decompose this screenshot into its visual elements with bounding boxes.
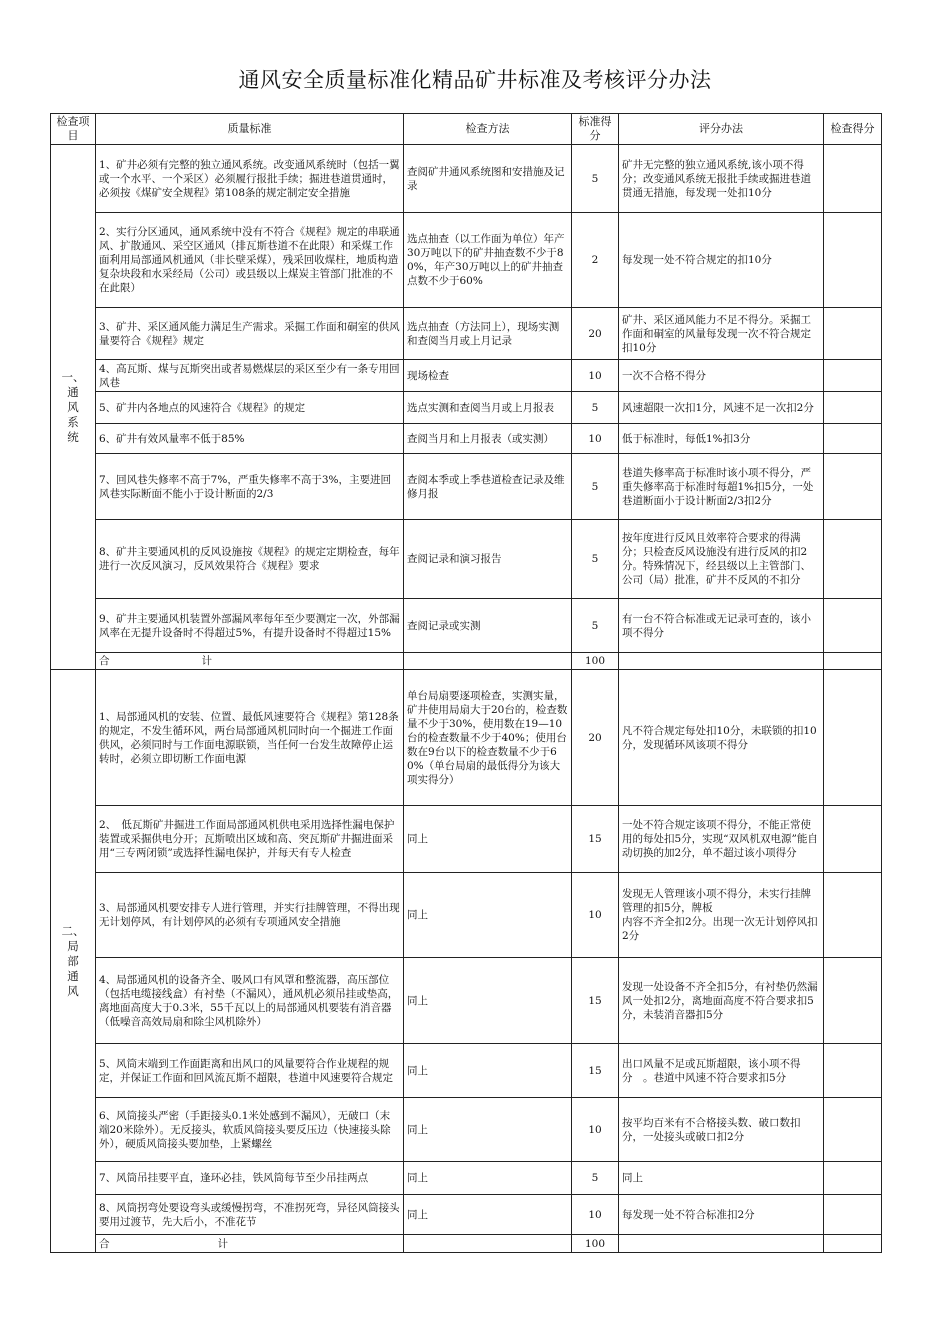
table-row [51,1044,882,1098]
table-row [51,392,882,424]
table-row [51,1195,882,1235]
got-cell[interactable] [824,308,882,360]
method-cell: 同上 [404,806,572,873]
scoring-cell: 巷道失修率高于标准时该小项不得分，严重失修率高于标准时每超1%扣5分，一处巷道断面小于设计断面2/3扣2分 [619,454,824,520]
header-method: 检查方法 [404,114,572,145]
got-cell[interactable] [824,360,882,392]
total-label: 合 计 [96,653,404,670]
score-cell: 15 [572,958,619,1044]
standard-cell: 6、矿井有效风量率不低于85% [96,424,404,454]
method-cell: 查阅矿井通风系统图和安措施及记录 [404,145,572,213]
total-row [51,653,882,670]
page-title: 通风安全质量标准化精品矿井标准及考核评分办法 [238,68,712,92]
standard-cell: 5、矿井内各地点的风速符合《规程》的规定 [96,392,404,424]
standard-cell: 2、 低瓦斯矿井掘进工作面局部通风机供电采用选择性漏电保护装置或采掘供电分开；瓦斯喷出区域和高、突瓦斯矿井掘进面采用“三专两闭锁”或选择性漏电保护，并每天有专人检查 [96,806,404,873]
table-row [51,454,882,520]
total-score: 100 [572,653,619,670]
table-row [51,1162,882,1195]
score-cell: 20 [572,670,619,806]
table-row [51,520,882,599]
got-cell[interactable] [824,213,882,308]
standard-cell: 1、矿井必须有完整的独立通风系统。改变通风系统时（包括一翼或一个水平、一个采区）必须履行报批手续；掘进巷道贯通时，必须按《煤矿安全规程》第108条的规定制定安全措施 [96,145,404,213]
scoring-cell: 一处不符合规定该项不得分，不能正常使用的每处扣5分，实现“双风机双电源”能自动切换的加2分，单不超过该小项得分 [619,806,824,873]
table-row [51,873,882,958]
method-cell: 同上 [404,958,572,1044]
score-cell: 10 [572,424,619,454]
table-row [51,360,882,392]
scoring-cell: 有一台不符合标准或无记录可查的，该小项不得分 [619,599,824,653]
header-score: 标准得分 [572,114,619,145]
got-cell[interactable] [824,806,882,873]
table-row [51,145,882,213]
got-cell[interactable] [824,424,882,454]
got-cell[interactable] [824,653,882,670]
method-cell: 同上 [404,1162,572,1195]
got-cell[interactable] [824,1235,882,1253]
method-cell: 查阅本季或上季巷道检查记录及维修月报 [404,454,572,520]
scoring-cell: 每发现一处不符合标准扣2分 [619,1195,824,1235]
score-cell: 10 [572,873,619,958]
method-cell: 查阅记录和演习报告 [404,520,572,599]
table-row [51,670,882,806]
scoring-cell: 出口风量不足或瓦斯超限，该小项不得分 。巷道中风速不符合要求扣5分 [619,1044,824,1098]
scoring-cell: 低于标准时，每低1%扣3分 [619,424,824,454]
score-cell: 10 [572,1098,619,1162]
table-row [51,806,882,873]
scoring-cell: 凡不符合规定每处扣10分，未联锁的扣10分，发现循环风该项不得分 [619,670,824,806]
standard-cell: 6、风筒接头严密（手距接头0.1米处感到不漏风），无破口（末端20米除外）。无反接头，软质风筒接头要反压边（快速接头除外），硬质风筒接头要加垫，上紧螺丝 [96,1098,404,1162]
method-cell: 选点实测和查阅当月或上月报表 [404,392,572,424]
method-cell: 选点抽查（以工作面为单位）年产30万吨以下的矿井抽查数不少于80%，年产30万吨以上的矿井抽查点数不少于60% [404,213,572,308]
table-row [51,599,882,653]
standard-cell: 8、风筒拐弯处要设弯头或缓慢拐弯，不准拐死弯，异径风筒接头要用过渡节，先大后小，不准花节 [96,1195,404,1235]
table-row [51,308,882,360]
standard-cell: 7、回风巷失修率不高于7%，严重失修率不高于3%，主要进回风巷实际断面不能小于设计断面的2/3 [96,454,404,520]
method-cell: 现场检查 [404,360,572,392]
got-cell[interactable] [824,1098,882,1162]
got-cell[interactable] [824,1044,882,1098]
standard-cell: 1、局部通风机的安装、位置、最低风速要符合《规程》第128条的规定，不发生循环风，两台局部通风机同时向一个掘进工作面供风，必须同时与工作面电源联锁，当任何一台发生故障停止运转时，必须立即切断工作面电源 [96,670,404,806]
method-cell: 同上 [404,1098,572,1162]
score-cell: 20 [572,308,619,360]
table-row [51,424,882,454]
method-cell: 查阅当月和上月报表（或实测） [404,424,572,454]
scoring-cell [619,653,824,670]
score-cell: 5 [572,392,619,424]
method-cell: 选点抽查（方法同上），现场实测和查阅当月或上月记录 [404,308,572,360]
standard-cell: 4、高瓦斯、煤与瓦斯突出或者易燃煤层的采区至少有一条专用回风巷 [96,360,404,392]
got-cell[interactable] [824,1162,882,1195]
score-cell: 2 [572,213,619,308]
score-cell: 5 [572,1162,619,1195]
scoring-cell [619,1235,824,1253]
table-row [51,213,882,308]
got-cell[interactable] [824,599,882,653]
scoring-cell: 发现无人管理该小项不得分，未实行挂牌管理的扣5分，牌板 内容不齐全扣2分。出现一次无计划停风扣2分 [619,873,824,958]
got-cell[interactable] [824,454,882,520]
score-cell: 10 [572,360,619,392]
method-cell: 单台局扇要逐项检查，实测实量，矿井使用局扇大于20台的，检查数量不少于30%，使用数在19—10台的检查数量不少于40%；使用台数在9台以下的检查数量不少于60%（单台局扇的最低得分为该大项实得分） [404,670,572,806]
total-score: 100 [572,1235,619,1253]
header-item: 检查项目 [51,114,96,145]
standard-cell: 3、矿井、采区通风能力满足生产需求。采掘工作面和硐室的供风量要符合《规程》规定 [96,308,404,360]
score-cell: 15 [572,806,619,873]
total-label: 合 计 [96,1235,404,1253]
score-cell: 5 [572,145,619,213]
scoring-cell: 风速超限一次扣1分，风速不足一次扣2分 [619,392,824,424]
scoring-cell: 矿井、采区通风能力不足不得分。采掘工作面和硐室的风量每发现一次不符合规定扣10分 [619,308,824,360]
scoring-cell: 每发现一处不符合规定的扣10分 [619,213,824,308]
standard-cell: 5、风筒末端到工作面距离和出风口的风量要符合作业规程的规定，并保证工作面和回风流瓦斯不超限，巷道中风速要符合规定 [96,1044,404,1098]
scoring-cell: 发现一处设备不齐全扣5分，有衬垫仍然漏风一处扣2分，离地面高度不符合要求扣5分，未装消音器扣5分 [619,958,824,1044]
score-cell: 10 [572,1195,619,1235]
standard-cell: 4、局部通风机的设备齐全、吸风口有风罩和整流器，高压部位（包括电缆接线盒）有衬垫（不漏风），通风机必须吊挂或垫高，离地面高度大于0.3米，55千瓦以上的局部通风机要装有消音器（低噪音高效局扇和除尘风机除外） [96,958,404,1044]
method-cell [404,653,572,670]
got-cell[interactable] [824,958,882,1044]
scoring-cell: 矿井无完整的独立通风系统,该小项不得分；改变通风系统无报批手续或掘进巷道贯通无措施，每发现一处扣10分 [619,145,824,213]
got-cell[interactable] [824,1195,882,1235]
got-cell[interactable] [824,520,882,599]
header-standard: 质量标准 [96,114,404,145]
method-cell: 同上 [404,1044,572,1098]
header-got: 检查得分 [824,114,882,145]
standard-cell: 3、局部通风机要安排专人进行管理，并实行挂牌管理，不得出现无计划停风，有计划停风的必须有专项通风安全措施 [96,873,404,958]
table-row [51,1098,882,1162]
scoring-cell: 按平均百米有不合格接头数、破口数扣分，一处接头或破口扣2分 [619,1098,824,1162]
standard-cell: 7、风筒吊挂要平直，逢环必挂，铁风筒每节至少吊挂两点 [96,1162,404,1195]
standard-cell: 8、矿井主要通风机的反风设施按《规程》的规定定期检查，每年进行一次反风演习，反风效果符合《规程》要求 [96,520,404,599]
header-row [51,114,882,145]
scoring-cell: 按年度进行反风且效率符合要求的得满分；只检查反风设施没有进行反风的扣2分。特殊情况下，经县级以上主管部门、公司（局）批准，矿井不反风的不扣分 [619,520,824,599]
standard-cell: 2、实行分区通风，通风系统中没有不符合《规程》规定的串联通风、扩散通风、采空区通风（排瓦斯巷道不在此限）和采煤工作面利用局部通风机通风（非长壁采煤），残采回收煤柱，地质构造复杂块段和水采经局（公司）或县级以上煤炭主管部门批准的不在此限） [96,213,404,308]
got-cell[interactable] [824,145,882,213]
standard-cell: 9、矿井主要通风机装置外部漏风率每年至少要测定一次，外部漏风率在无提升设备时不得超过5%，有提升设备时不得超过15% [96,599,404,653]
got-cell[interactable] [824,873,882,958]
got-cell[interactable] [824,670,882,806]
score-cell: 5 [572,454,619,520]
method-cell: 同上 [404,873,572,958]
section-label: 二、 局 部 通 风 [51,670,96,1253]
scoring-cell: 同上 [619,1162,824,1195]
method-cell: 查阅记录或实测 [404,599,572,653]
method-cell: 同上 [404,1195,572,1235]
score-cell: 5 [572,599,619,653]
got-cell[interactable] [824,392,882,424]
scoring-cell: 一次不合格不得分 [619,360,824,392]
score-cell: 15 [572,1044,619,1098]
scoring-table [50,113,882,1253]
method-cell [404,1235,572,1253]
total-row [51,1235,882,1253]
section-label: 一、 通 风 系 统 [51,145,96,670]
table-row [51,958,882,1044]
header-scoring: 评分办法 [619,114,824,145]
score-cell: 5 [572,520,619,599]
